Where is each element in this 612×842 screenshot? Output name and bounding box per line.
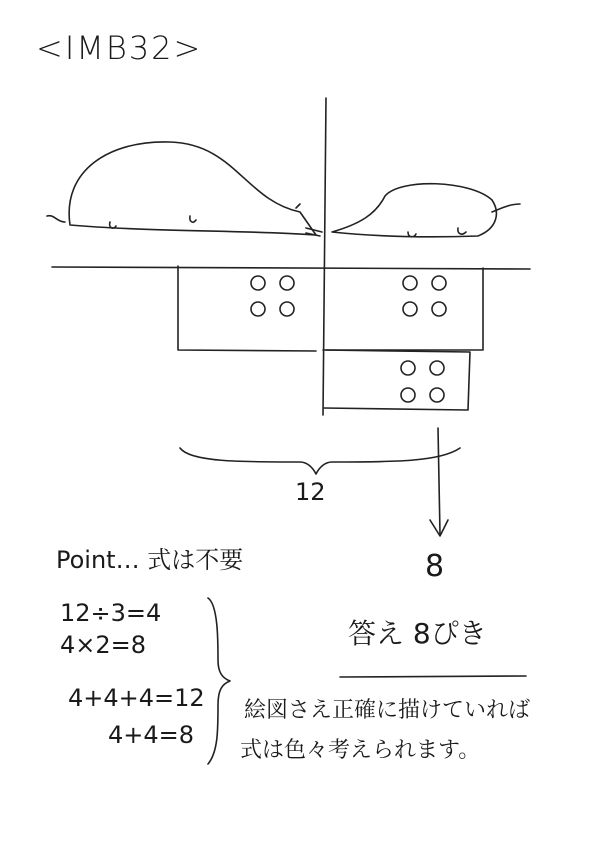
equation-line: 4+4+4=12 [68,684,205,712]
answer-underline [340,676,526,677]
page-title: <IMB32> [36,29,203,67]
small-cat-drawing [332,184,520,237]
point-label: Point… 式は不要 [56,546,244,574]
equation-line: 4+4=8 [108,721,195,749]
center-divider-line [323,98,326,415]
equation-brace [208,598,230,764]
large-cat-drawing [47,142,322,236]
equation-line: 4×2=8 [60,631,147,659]
floor-line [52,267,530,269]
down-arrow [430,428,448,536]
note-line: 絵図さえ正確に描けていれば [244,698,531,723]
total-brace [180,448,460,474]
answer-text: 答え 8ぴき [348,617,487,650]
result-count-label: 8 [425,549,445,584]
right-box-four [326,268,483,350]
note-line: 式は色々考えられます。 [240,738,481,763]
lower-right-box-four [323,350,470,410]
total-count-label: 12 [295,478,326,506]
left-box-four [178,266,316,351]
equation-line: 12÷3=4 [60,599,162,627]
